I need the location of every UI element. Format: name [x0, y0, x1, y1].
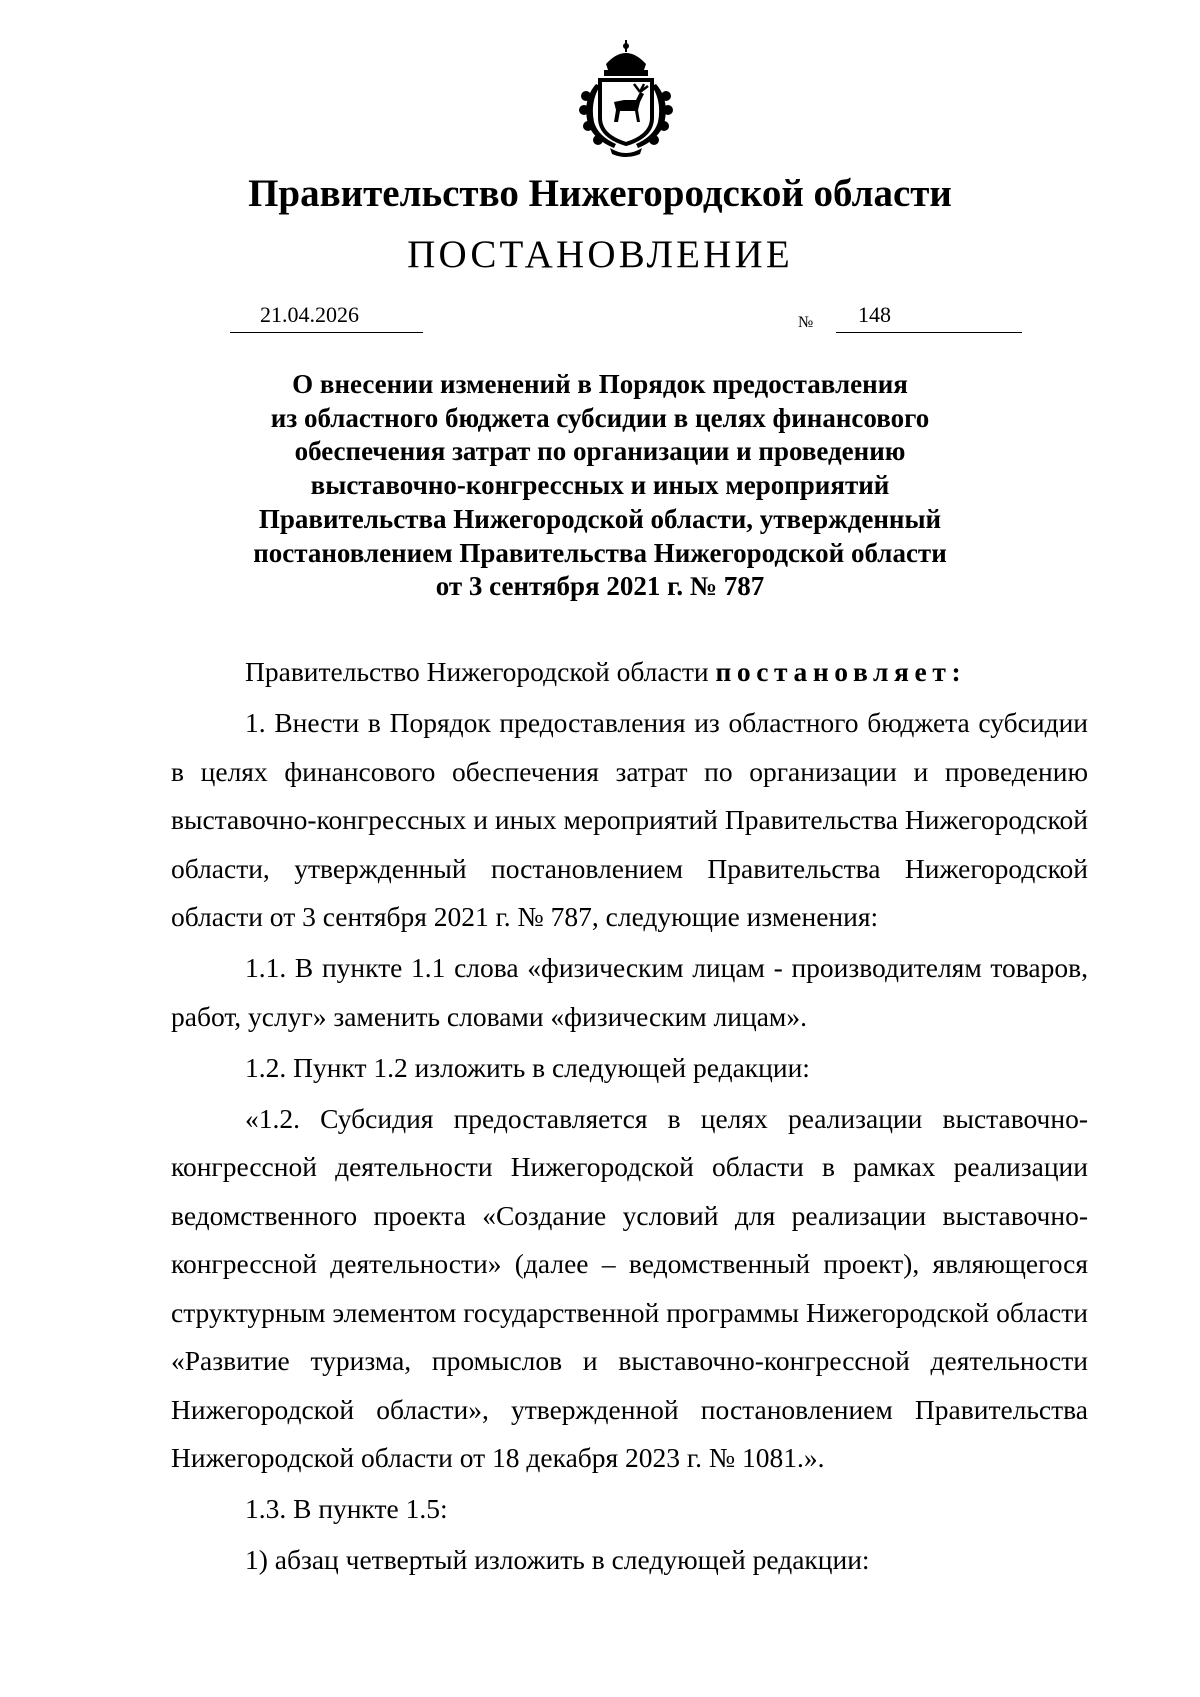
paragraph: 1. Внести в Порядок предоставления из областного бюджета субсидии в целях финансового обеспечения затрат по организации и проведению выставочно-конгрессных и иных мероприятий Правительства Нижегородской области, утвержденный постановлением Правительства Нижегородской области от 3 сентября 2021 г. № 787, следующие изменения:: [171, 707, 1088, 932]
preamble-text: Правительство Нижегородской области: [245, 656, 716, 687]
document-date: 21.04.2026: [260, 302, 359, 327]
government-name: Правительство Нижегородской области: [248, 172, 952, 215]
coat-of-arms-icon: [570, 40, 682, 158]
subject-line: обеспечения затрат по организации и проведению: [294, 436, 906, 467]
subject-line: из областного бюджета субсидии в целях финансового: [270, 402, 930, 433]
preamble: [171, 648, 1088, 697]
document-type: ПОСТАНОВЛЕНИЕ: [407, 233, 793, 276]
document-subject: [0, 368, 1200, 604]
preamble-decree-word: постановляет:: [715, 656, 967, 687]
document-body: [171, 648, 1088, 1587]
subject-line: Правительства Нижегородской области, утвержденный: [258, 503, 942, 534]
paragraph: 1.1. В пункте 1.1 слова «физическим лицам - производителям товаров, работ, услуг» заменить словами «физическим лицам».: [171, 952, 1088, 1032]
paragraph: 1.3. В пункте 1.5:: [245, 1493, 448, 1524]
paragraph: «1.2. Субсидия предоставляется в целях реализации выставочно-конгрессной деятельности Нижегородской области в рамках реализации ведомственного проекта «Создание условий для реализации выставочно-конгрессной деятельности» (далее – ведомственный проект), являющегося структурным элементом государственной программы Нижегородской области «Развитие туризма, промыслов и выставочно-конгрессной деятельности Нижегородской области», утвержденной постановлением Правительства Нижегородской области от 18 декабря 2023 г. № 1081.».: [171, 1102, 1088, 1473]
number-sign: №: [798, 314, 814, 331]
date-field: [230, 302, 423, 333]
subject-line: выставочно-конгрессных и иных мероприятий: [310, 470, 890, 501]
number-field: [836, 302, 1022, 333]
paragraph: 1.2. Пункт 1.2 изложить в следующей редакции:: [245, 1051, 810, 1083]
subject-line: О внесении изменений в Порядок предоставления: [292, 369, 908, 399]
subject-line: постановлением Правительства Нижегородской области: [253, 537, 947, 568]
subject-line: от 3 сентября 2021 г. № 787: [435, 571, 765, 602]
paragraph: 1) абзац четвертый изложить в следующей редакции:: [245, 1544, 870, 1575]
document-number: 148: [858, 302, 891, 327]
